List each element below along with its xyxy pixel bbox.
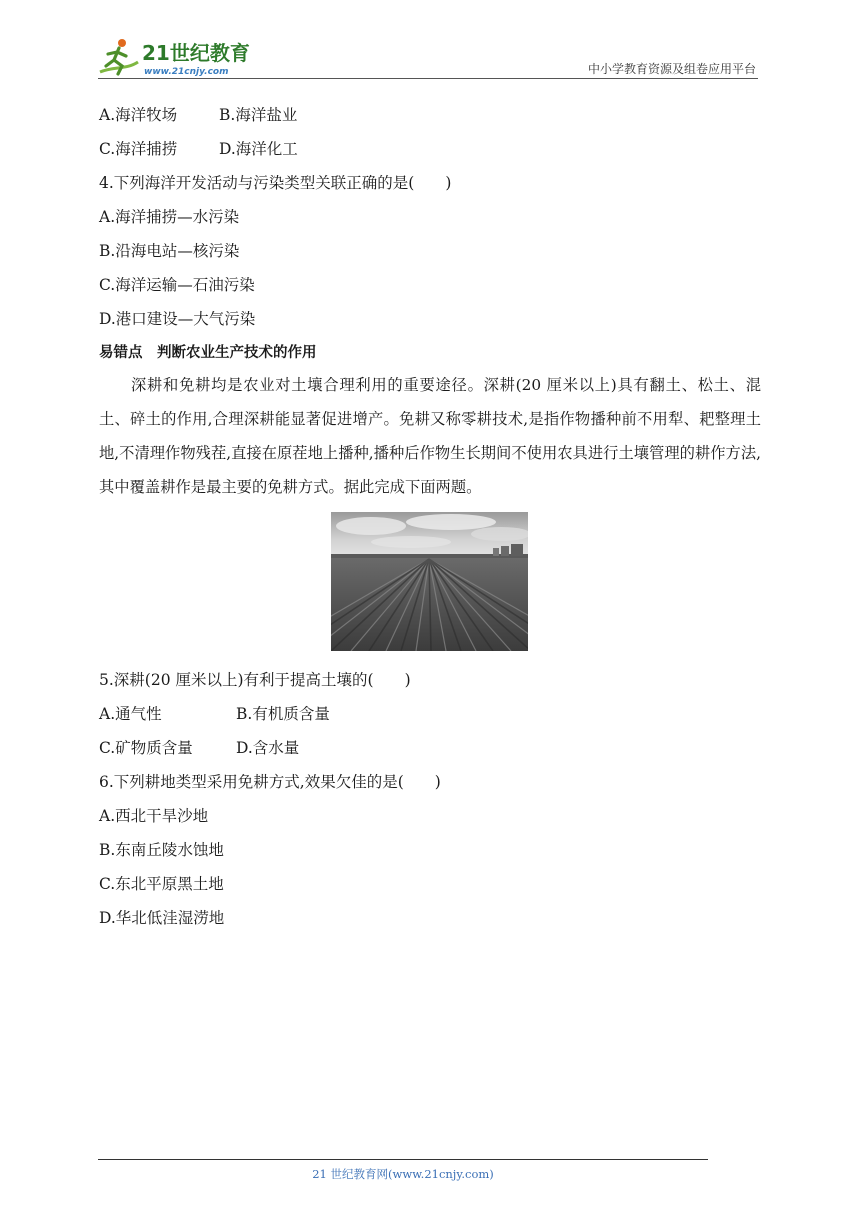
svg-text:www.21cnjy.com: www.21cnjy.com [144, 67, 229, 77]
q5-option-a: A.通气性 [99, 705, 162, 723]
q4-option-b: B.沿海电站—核污染 [99, 242, 240, 260]
header-platform-text: 中小学教育资源及组卷应用平台 [587, 62, 756, 76]
q5-option-b: B.有机质含量 [236, 705, 330, 723]
q5-option-d: D.含水量 [236, 739, 300, 757]
runner-icon [100, 39, 138, 74]
q6-option-c: C.东北平原黑土地 [99, 875, 224, 893]
section-heading: 易错点 判断农业生产技术的作用 [99, 345, 317, 361]
q4-option-d: D.港口建设—大气污染 [99, 310, 256, 328]
q4-stem: 4.下列海洋开发活动与污染类型关联正确的是( ) [99, 174, 452, 192]
site-logo [92, 36, 262, 80]
q4-option-a: A.海洋捕捞—水污染 [99, 208, 240, 226]
field-photo [331, 512, 528, 651]
q3-option-b: B.海洋盐业 [219, 106, 298, 124]
q3-option-c: C.海洋捕捞 [99, 140, 178, 158]
footer-site-link[interactable]: 21 世纪教育网(www.21cnjy.com) [312, 1167, 494, 1181]
q4-option-c: C.海洋运输—石油污染 [99, 276, 255, 294]
q5-stem: 5.深耕(20 厘米以上)有利于提高土壤的( ) [99, 671, 411, 689]
header-divider [98, 78, 758, 79]
q3-option-d: D.海洋化工 [219, 140, 298, 158]
q6-stem: 6.下列耕地类型采用免耕方式,效果欠佳的是( ) [99, 773, 441, 791]
passage: 深耕和免耕均是农业对土壤合理利用的重要途径。深耕(20 厘米以上)具有翻土、松土、混土、碎土的作用,合理深耕能显著促进增产。免耕又称零耕技术,是指作物播种前不用犁、耙整理土地,不清理作物残茬,直接在原茬地上播种,播种后作物生长期间不使用农具进行土壤管理的耕作方法,其中覆盖耕作是最主要的免耕方式。据此完成下面两题。 [99, 376, 761, 496]
q5-option-c: C.矿物质含量 [99, 739, 193, 757]
q6-option-d: D.华北低洼湿涝地 [99, 909, 225, 927]
footer-divider [98, 1159, 708, 1160]
svg-text:21世纪教育: 21世纪教育 [142, 41, 250, 65]
q6-option-a: A.西北干旱沙地 [99, 807, 209, 825]
q6-option-b: B.东南丘陵水蚀地 [99, 841, 224, 859]
q3-option-a: A.海洋牧场 [99, 106, 178, 124]
